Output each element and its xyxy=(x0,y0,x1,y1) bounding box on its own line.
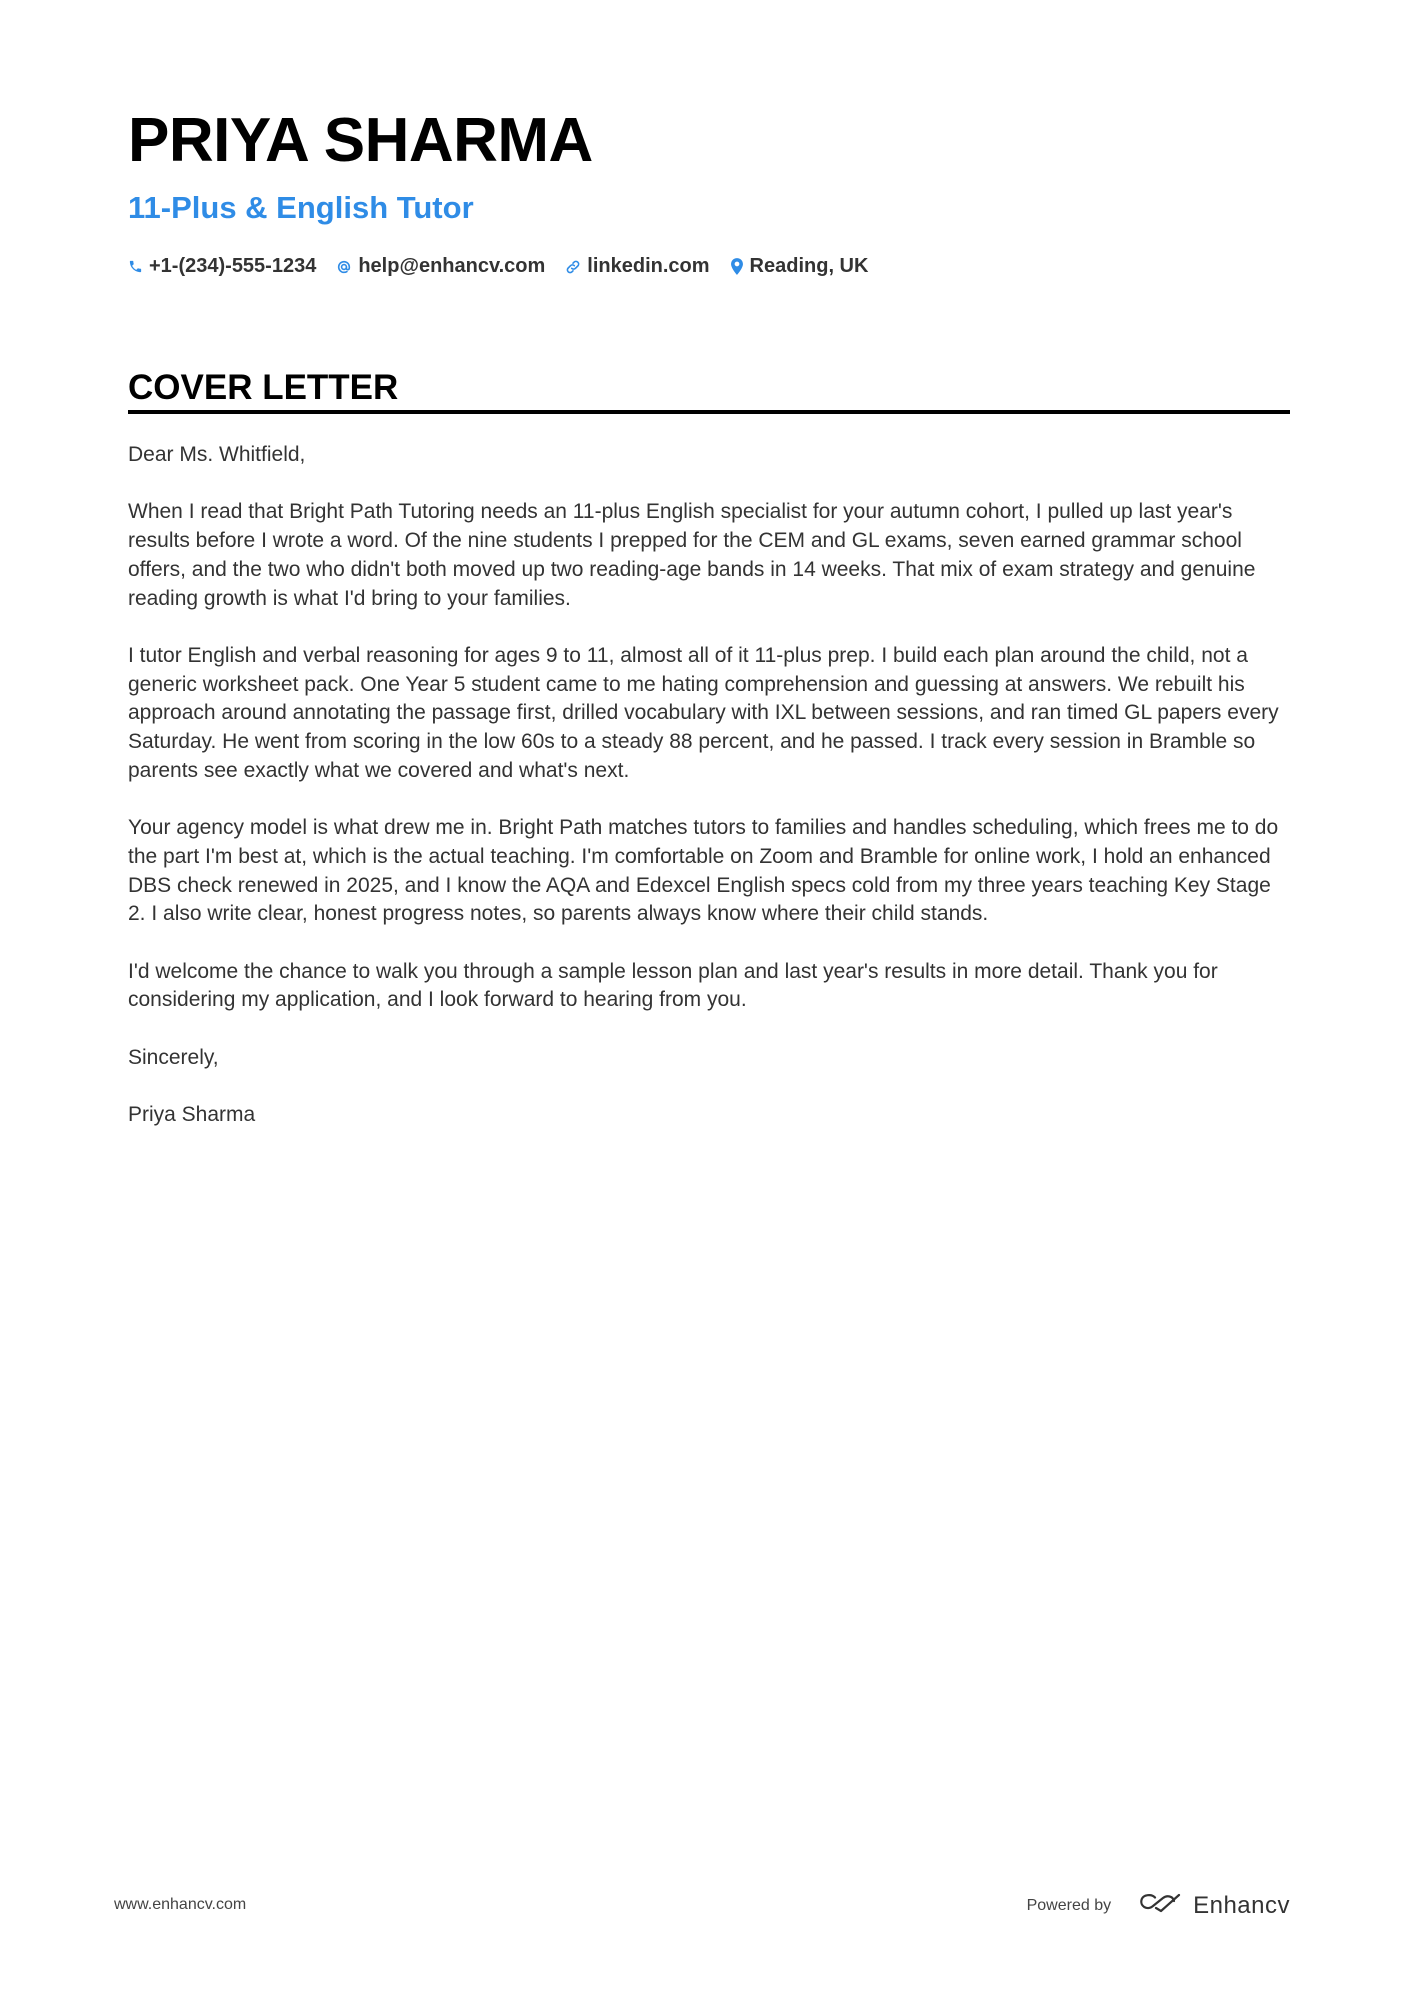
enhancv-logo[interactable] xyxy=(1137,1891,1290,1920)
candidate-role: 11-Plus & English Tutor xyxy=(128,190,474,225)
section-divider xyxy=(128,410,1290,414)
contact-email[interactable] xyxy=(336,255,545,278)
contact-bar xyxy=(128,255,868,278)
phone-text: +1-(234)-555-1234 xyxy=(149,255,317,277)
email-text: help@enhancv.com xyxy=(358,255,546,277)
letter-paragraph: I tutor English and verbal reasoning for ages 9 to 11, almost all of it 11-plus prep. I build each plan around the child, not a generic worksheet pack. One Year 5 student came to me hating comprehension and guessing at answers. We rebuilt his approach around annotating the passage first, drilled vocabulary with IXL between sessions, and ran timed GL papers every Saturday. He went from scoring in the low 60s to a steady 88 percent, and he passed. I track every session in Bramble so parents see exactly what we covered and what's next. xyxy=(128,643,1279,782)
letter-paragraph: Your agency model is what drew me in. Bright Path matches tutors to families and handles scheduling, which frees me to do the part I'm best at, which is the actual teaching. I'm comfortable on Zoom and Bramble for online work, I hold an enhanced DBS check renewed in 2025, and I know the AQA and Edexcel English specs cold from my three years teaching Key Stage 2. I also write clear, honest progress notes, so parents always know where their child stands. xyxy=(128,816,1279,926)
footer-website-link[interactable]: www.enhancv.com xyxy=(114,1896,247,1913)
powered-by-label: Powered by xyxy=(1026,1896,1112,1914)
footer-branding xyxy=(1027,1891,1290,1920)
section-title: COVER LETTER xyxy=(128,368,399,407)
letter-paragraph: I'd welcome the chance to walk you through a sample lesson plan and last year's results in more detail. Thank you for considering my application, and I look forward to hearing from you. xyxy=(128,959,1218,1012)
link-icon xyxy=(565,259,581,275)
contact-phone[interactable] xyxy=(128,255,316,278)
closing: Sincerely, xyxy=(128,1045,219,1069)
candidate-name: PRIYA SHARMA xyxy=(128,106,593,175)
salutation: Dear Ms. Whitfield, xyxy=(128,443,306,466)
contact-linkedin[interactable] xyxy=(565,255,709,278)
linkedin-text: linkedin.com xyxy=(587,255,710,277)
letter-paragraph: When I read that Bright Path Tutoring needs an 11-plus English specialist for your autumn cohort, I pulled up last year's results before I wrote a word. Of the nine students I prepped for the CEM and GL exams, seven earned grammar school offers, and the two who didn't both moved up two reading-age bands in 14 weeks. That mix of exam strategy and genuine reading growth is what I'd bring to your families. xyxy=(128,500,1256,610)
signature: Priya Sharma xyxy=(128,1103,256,1127)
contact-location xyxy=(730,255,869,278)
phone-icon xyxy=(128,259,143,274)
location-text: Reading, UK xyxy=(749,255,869,277)
at-icon xyxy=(336,259,352,275)
brand-name: Enhancv xyxy=(1193,1891,1290,1919)
enhancv-logo-icon xyxy=(1137,1891,1183,1920)
location-pin-icon xyxy=(730,258,744,275)
letter-body xyxy=(128,441,1290,1158)
